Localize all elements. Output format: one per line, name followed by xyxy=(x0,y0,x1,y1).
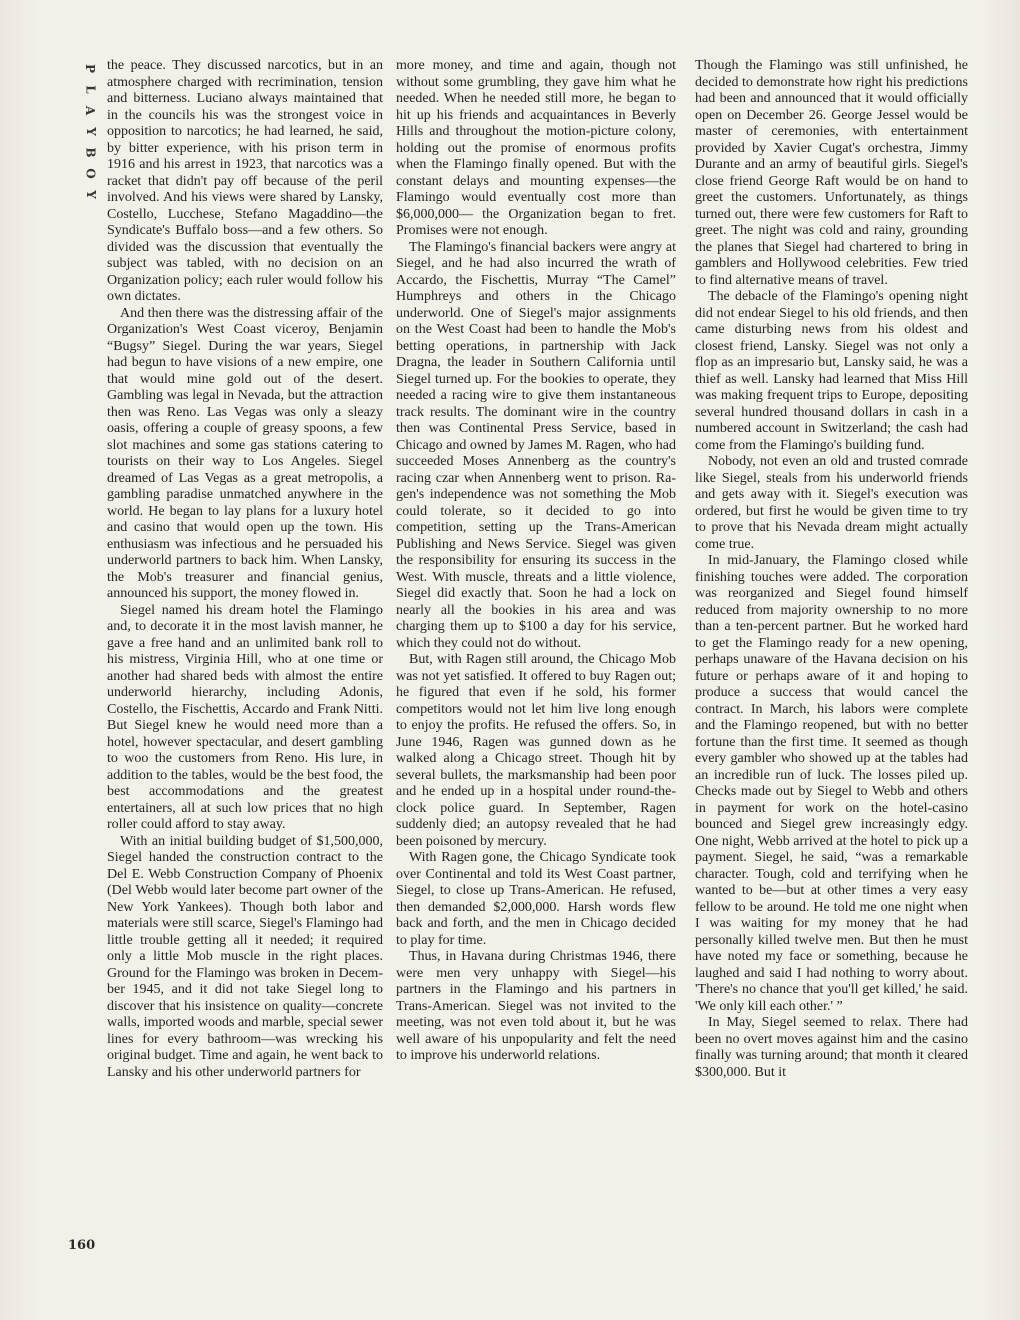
article-paragraph: Nobody, not even an old and trusted comrade like Siegel, steals from his underworld friends and gets away with it. Siegel's execution was ordered, but first he would be given time to try to prove that his Nevada dream might actually come true. xyxy=(695,454,968,552)
masthead-letter: O xyxy=(83,168,98,179)
article-paragraph: With Ragen gone, the Chicago Syndicate took over Continental and told its West Coast partner, Siegel, to close up Trans-American. He refused, then demanded $2,000,000. Harsh words flew back and forth, and the men in Chicago decided to play for time. xyxy=(396,850,676,948)
article-paragraph: With an initial building budget of $1,500,000, Siegel handed the construction contract to the Del E. Webb Construction Company of Phoenix (Del Webb would later become part owner of the New York Yankees). Though both labor and materials were still scarce, Siegel's Flamingo had little trouble getting all it needed; it required only a little Mob muscle in the right places. Ground for the Flamingo was broken in December 1945, and it did not take Siegel long to discover that his insistence on quality—concrete walls, imported woods and marble, special sewer lines for every bathroom—was wrecking his original budget. Time and again, he went back to Lansky and his other underworld partners for xyxy=(107,833,383,1080)
article-paragraph: And then there was the distressing affair of the Organization's West Coast viceroy, Benjamin “Bugsy” Siegel. During the war years, Siegel had begun to have visions of a new empire, one that would mine gold out of the desert. Gambling was legal in Nevada, but the attraction then was Reno. Las Vegas was only a sleazy oasis, offering a couple of greasy spoons, a few slot machines and some gas stations catering to tourists on their way to Los Angeles. Siegel dreamed of Las Vegas as a great metropolis, a gambling paradise unmatched anywhere in the world. He began to lay plans for a luxury hotel and casino that would open up the town. His enthusiasm was infectious and he persuaded his underworld partners to back him. When Lansky, the Mob's treasurer and financial genius, announced his support, the money flowed in. xyxy=(107,305,383,601)
text-column-3 xyxy=(695,58,968,1081)
article-paragraph: The Flamingo's financial backers were angry at Siegel, and he had also incurred the wrath of Accardo, the Fischettis, Murray “The Camel” Humphreys and others in the Chicago underworld. One of Siegel's major assignments on the West Coast had been to handle the Mob's betting operations, in partnership with Jack Dragna, the leader in Southern California until Siegel turned up. For the bookies to operate, they needed a racing wire to give them instantaneous track results. The dominant wire in the country then was Continental Press Service, based in Chicago and owned by James M. Ragen, who had succeeded Moses Annenberg as the country's racing czar when Annenberg went to prison. Ragen's independence was not something the Mob could tolerate, so it decided to go into competition, setting up the Trans-American Publishing and News Service. Siegel was given the responsibility for ensuring its success in the West. With muscle, threats and a little violence, Siegel did exactly that. Soon he had a lock on nearly all the bookies in his area and was charging them up to $100 a day for his service, which they could not do without. xyxy=(396,239,676,651)
page-number: 160 xyxy=(68,1238,96,1253)
masthead-letter: B xyxy=(83,147,98,158)
article-paragraph: The debacle of the Flamingo's opening night did not endear Siegel to his old friends, and then came disturbing news from his oldest and closest friend, Lansky. Siegel was not only a flop as an impresario but, Lansky said, he was a thief as well. Lansky had learned that Miss Hill was making frequent trips to Europe, depositing several hundred thousand dollars in cash in a numbered account in Switzerland; the cash had come from the Flamingo's building fund. xyxy=(695,289,968,453)
masthead-letter: L xyxy=(83,85,98,94)
playboy-masthead xyxy=(80,58,100,205)
article-paragraph: But, with Ragen still around, the Chicago Mob was not yet satisfied. It offered to buy Ragen out; he figured that even if he sold, his former competitors would not let him live long enough to enjoy the profits. He refused the offers. So, in June 1946, Ragen was gunned down as he walked along a Chicago street. Though hit by several bullets, the marksmanship had been poor and he ended up in a hospital under round-the-clock police guard. In September, Ragen suddenly died; an autopsy revealed that he had been poisoned by mercury. xyxy=(396,652,676,849)
masthead-letter: Y xyxy=(83,127,98,136)
article-paragraph: In May, Siegel seemed to relax. There had been no overt moves against him and the casino finally was turning around; that month it cleared $300,000. But it xyxy=(695,1015,968,1080)
article-paragraph: more money, and time and again, though not without some grumbling, they gave him what he needed. When he needed still more, he began to hit up his friends and acquaintances in Beverly Hills and throughout the motion-picture colony, holding out the promise of enormous profits when the Flamingo finally opened. But with the constant delays and mounting expenses—the Flamingo would eventually cost more than $6,000,000— the Organization began to fret. Promises were not enough. xyxy=(396,58,676,238)
article-paragraph: Though the Flamingo was still unfinished, he decided to demonstrate how right his predictions had been and announced that it would officially open on December 26. George Jessel would be master of ceremonies, with entertainment provided by Xavier Cugat's orchestra, Jimmy Durante and an army of beautiful girls. Siegel's close friend George Raft would be on hand to greet the customers. Unfortunately, as things turned out, there were few customers for Raft to greet. The night was cold and rainy, grounding the planes that Siegel had chartered to bring in gamblers and Hollywood celebrities. Few tried to find alternative means of travel. xyxy=(695,58,968,288)
article-paragraph: Siegel named his dream hotel the Flamingo and, to decorate it in the most lavish manner, he gave a free hand and an unlimited bank roll to his mistress, Virginia Hill, who at one time or another had shared beds with almost the entire underworld hierarchy, including Adonis, Costello, the Fischettis, Accardo and Frank Nitti. But Siegel knew he would need more than a hotel, however spectacular, and desert gambling to woo the customers from Reno. His lure, in addition to the tables, would be the best food, the best accommodations and the greatest entertainers, all at such low prices that no high roller could afford to stay away. xyxy=(107,602,383,832)
masthead-letter: A xyxy=(83,105,98,116)
article-paragraph: Thus, in Havana during Christmas 1946, there were men very unhappy with Siegel—his partners in the Flamingo and his partners in Trans-American. Siegel was not invited to the meeting, was not even told about it, but he was well aware of his unpopularity and felt the need to improve his underworld relations. xyxy=(396,949,676,1063)
masthead-letter: P xyxy=(83,63,98,74)
article-paragraph: the peace. They discussed narcotics, but in an atmosphere charged with recrimination, tension and bitterness. Luciano always maintained that in the councils his was the strongest voice in opposition to narcotics; he had learned, he said, by bitter experience, with his prison term in 1916 and his arrest in 1923, that narcotics was a racket that didn't pay off because of the peril involved. And his views were shared by Lansky, Costello, Lucchese, Stefano Magaddino—the Syndicate's Buffalo boss—and a few others. So divided was the discussion that eventually the subject was tabled, with no decision on an Organization policy; each ruler would follow his own dictates. xyxy=(107,58,383,304)
text-column-2 xyxy=(396,58,676,1065)
article-paragraph: In mid-January, the Flamingo closed while finishing touches were added. The corporation was reorganized and Siegel found himself reduced from majority ownership to no more than a ten-percent partner. But he worked hard to get the Flamingo ready for a new opening, perhaps unaware of the Havana decision on his future or perhaps aware of it and hoping to produce a success that would cancel the contract. In March, his labors were complete and the Flamingo reopened, but with no better fortune than the first time. It seemed as though every gambler who showed up at the tables had an incredible run of luck. The losses piled up. Checks made out by Siegel to Webb and others in payment for work on the hotel-casino bounced and Siegel grew increasingly edgy. One night, Webb arrived at the hotel to pick up a payment. Siegel, he said, “was a remarkable character. Tough, cold and terrifying when he wanted to be—but at other times a very easy fellow to be around. He told me one night when I was waiting for my money that he had personally killed twelve men. But then he must have noted my face or something, because he laughed and said I had nothing to worry about. 'There's no chance that you'll get killed,' he said. 'We only kill each other.' ” xyxy=(695,553,968,1014)
text-column-1 xyxy=(107,58,383,1081)
masthead-letter: Y xyxy=(83,190,98,199)
